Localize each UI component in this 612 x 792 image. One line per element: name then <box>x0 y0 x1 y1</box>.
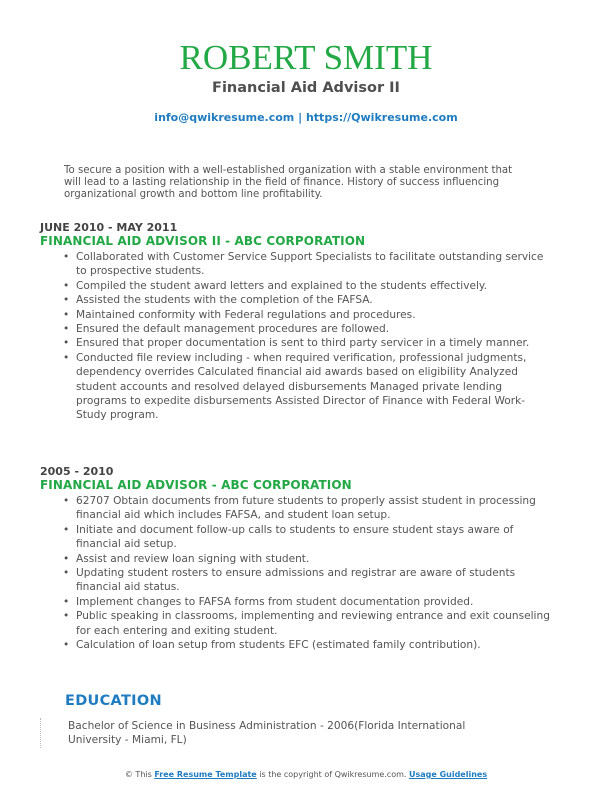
job-title: FINANCIAL AID ADVISOR - ABC CORPORATION <box>40 478 352 492</box>
list-item: • Updating student rosters to ensure admissions and registrar are aware of students financial aid status. <box>76 566 555 595</box>
job-dates: 2005 - 2010 <box>40 465 114 478</box>
section-divider <box>40 718 41 748</box>
footer-prefix: © This <box>124 770 155 779</box>
footer-middle: is the copyright of Qwikresume.com. <box>256 770 409 779</box>
education-entry: Bachelor of Science in Business Administration - 2006(Florida International University - Miami, FL) <box>68 720 466 747</box>
list-item: • Conducted file review including - when required verification, professional judgments, dependency overrides Calculated financial aid awards based on eligibility Analyzed student accounts and resolved delayed disbursements Managed private lending programs to expedite disbursements Assisted Director of Finance with Federal Work-Study program. <box>76 351 555 423</box>
list-item: • Maintained conformity with Federal regulations and procedures. <box>76 308 555 322</box>
education-heading: EDUCATION <box>65 693 162 709</box>
free-resume-template-link[interactable]: Free Resume Template <box>154 770 257 779</box>
experience-entry-1 <box>40 221 555 423</box>
list-item: • Public speaking in classrooms, implementing and reviewing entrance and exit counseling for each entering and exiting student. <box>76 609 555 638</box>
footer <box>0 770 612 780</box>
contact-line <box>0 111 612 125</box>
list-item: • Compiled the student award letters and explained to the students effectively. <box>76 279 555 293</box>
email-link[interactable]: info@qwikresume.com <box>154 111 295 124</box>
job-title: FINANCIAL AID ADVISOR II - ABC CORPORATION <box>40 234 366 248</box>
list-item: • Implement changes to FAFSA forms from student documentation provided. <box>76 595 555 609</box>
experience-entry-2 <box>40 465 555 652</box>
list-item: • Assisted the students with the completion of the FAFSA. <box>76 293 555 307</box>
job-dates: JUNE 2010 - MAY 2011 <box>40 221 178 234</box>
list-item: • 62707 Obtain documents from future students to properly assist student in processing financial aid which includes FAFSA, and student loan setup. <box>76 494 555 523</box>
job-bullets <box>40 494 555 652</box>
candidate-title: Financial Aid Advisor II <box>212 80 400 96</box>
list-item: • Calculation of loan setup from students EFC (estimated family contribution). <box>76 638 555 652</box>
contact-separator: | <box>294 111 306 124</box>
website-link[interactable]: https://Qwikresume.com <box>305 111 458 124</box>
list-item: • Assist and review loan signing with student. <box>76 552 555 566</box>
list-item: • Ensured that proper documentation is sent to third party servicer in a timely manner. <box>76 336 555 350</box>
list-item: • Initiate and document follow-up calls to students to ensure student stays aware of financial aid setup. <box>76 523 555 552</box>
usage-guidelines-link[interactable]: Usage Guidelines <box>408 770 488 779</box>
candidate-name: ROBERT SMITH <box>179 38 433 77</box>
list-item: • Collaborated with Customer Service Support Specialists to facilitate outstanding service to prospective students. <box>76 250 555 279</box>
summary-text: To secure a position with a well-established organization with a stable environment that will lead to a lasting relationship in the field of finance. History of success influencing organizational growth and bottom line profitability. <box>64 165 513 201</box>
job-bullets <box>40 250 555 423</box>
list-item: • Ensured the default management procedures are followed. <box>76 322 555 336</box>
